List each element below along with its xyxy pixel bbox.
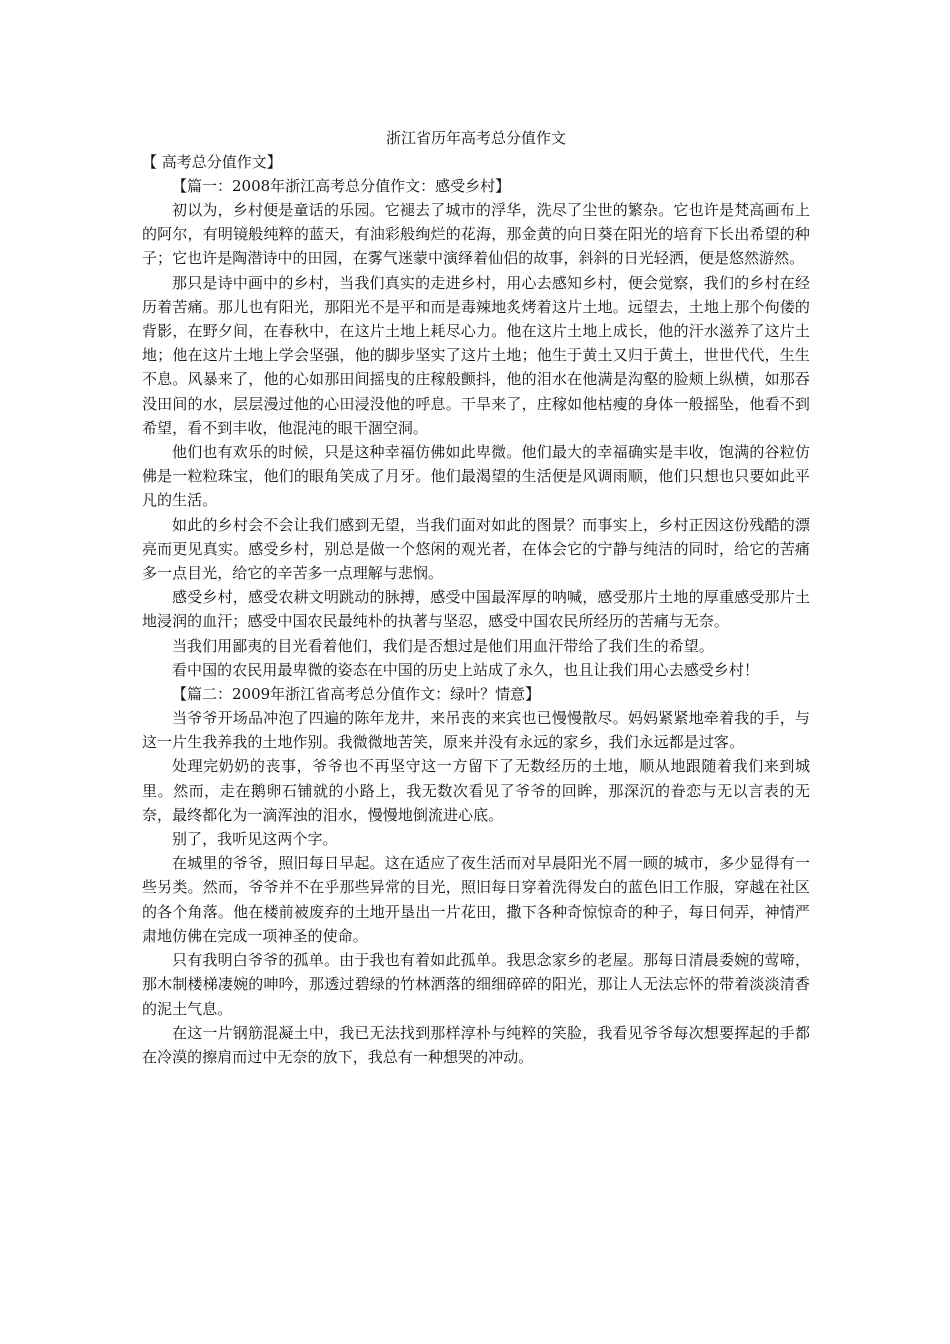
essay-1 <box>142 174 810 682</box>
essay-heading: 【篇二：2009年浙江省高考总分值作文：绿叶？情意】 <box>172 685 541 704</box>
essay-paragraph: 当爷爷开场品冲泡了四遍的陈年龙井，来吊丧的来宾也已慢慢散尽。妈妈紧紧地牵着我的手，与这一片生我养我的土地作别。我微微地苦笑，原来并没有永远的家乡，我们永远都是过客。 <box>142 709 810 752</box>
essay-paragraph: 看中国的农民用最卑微的姿态在中国的历史上站成了永久，也且让我们用心去感受乡村！ <box>172 660 759 679</box>
essay-paragraph: 如此的乡村会不会让我们感到无望，当我们面对如此的图景？而事实上，乡村正因这份残酷的漂亮而更见真实。感受乡村，别总是做一个悠闲的观光者，在体会它的宁静与纯洁的同时，给它的苦痛多一点目光，给它的辛苦多一点理解与悲悯。 <box>142 515 810 583</box>
essay-paragraph: 在城里的爷爷，照旧每日早起。这在适应了夜生活而对早晨阳光不屑一顾的城市，多少显得有一些另类。然而，爷爷并不在乎那些异常的目光，照旧每日穿着洗得发白的蓝色旧工作服，穿越在社区的各个角落。他在楼前被废弃的土地开垦出一片花田，撒下各种奇惊惊奇的种子，每日伺弄，神情严肃地仿佛在完成一项神圣的使命。 <box>142 854 810 945</box>
essay-paragraph: 只有我明白爷爷的孤单。由于我也有着如此孤单。我思念家乡的老屋。那每日清晨委婉的莺啼，那木制楼梯凄婉的呻吟，那透过碧绿的竹林洒落的细细碎碎的阳光，那让人无法忘怀的带着淡淡清香的泥土气息。 <box>142 951 810 1018</box>
essay-paragraph: 感受乡村，感受农耕文明跳动的脉搏，感受中国最浑厚的呐喊，感受那片土地的厚重感受那片土地浸润的血汗；感受中国农民最纯朴的执著与坚忍，感受中国农民所经历的苦痛与无奈。 <box>142 588 810 631</box>
essay-paragraph: 在这一片钢筋混凝土中，我已无法找到那样淳朴与纯粹的笑脸，我看见爷爷每次想要挥起的手都在冷漠的擦肩而过中无奈的放下，我总有一种想哭的冲动。 <box>142 1023 810 1066</box>
essay-paragraph: 处理完奶奶的丧事，爷爷也不再坚守这一方留下了无数经历的土地，顺从地跟随着我们来到城里。然而，走在鹅卵石铺就的小路上，我无数次看见了爷爷的回眸，那深沉的眷恋与无以言表的无奈，最终都化为一滴浑浊的泪水，慢慢地倒流进心底。 <box>142 757 810 824</box>
document-title: 浙江省历年高考总分值作文 <box>385 129 566 147</box>
essay-2 <box>142 682 810 1069</box>
essay-paragraph: 当我们用鄙夷的目光看着他们，我们是否想过是他们用血汗带给了我们生的希望。 <box>172 636 714 655</box>
essay-paragraph: 别了，我听见这两个字。 <box>172 830 338 849</box>
document-page <box>142 126 810 1069</box>
essay-paragraph: 那只是诗中画中的乡村，当我们真实的走进乡村，用心去感知乡村，便会觉察，我们的乡村在经历着苦痛。那儿也有阳光，那阳光不是平和而是毒辣地炙烤着这片土地。远望去，土地上那个佝偻的背影，在野夕间，在春秋中，在这片土地上耗尽心力。他在这片土地上成长，他的汗水滋养了这片土地；他在这片土地上学会坚强，他的脚步坚实了这片土地；他生于黄土又归于黄土，世世代代，生生不息。风暴来了，他的心如那田间摇曳的庄稼般颤抖，他的泪水在他满是沟壑的脸颊上纵横，如那吞没田间的水，层层漫过他的心田浸没他的呼息。干旱来了，庄稼如他枯瘦的身体一般摇坠，他看不到希望，看不到丰收，他混沌的眼干涸空洞。 <box>142 273 810 437</box>
section-label: 【 高考总分值作文】 <box>142 153 282 171</box>
essay-paragraph: 初以为，乡村便是童话的乐园。它褪去了城市的浮华，洗尽了尘世的繁杂。它也许是梵高画布上的阿尔，有明镜般纯粹的蓝天，有油彩般绚烂的花海，那金黄的向日葵在阳光的培育下长出希望的种子；它也许是陶潜诗中的田园，在雾气迷蒙中演绎着仙侣的故事，斜斜的日光轻洒，便是悠然游然。 <box>142 201 810 268</box>
essay-heading: 【篇一：2008年浙江高考总分值作文：感受乡村】 <box>172 177 511 195</box>
essay-paragraph: 他们也有欢乐的时候，只是这种幸福仿佛如此卑微。他们最大的幸福确实是丰收，饱满的谷粒仿佛是一粒粒珠宝，他们的眼角笑成了月牙。他们最渴望的生活便是风调雨顺，他们只想也只要如此平凡的生活。 <box>142 443 810 510</box>
